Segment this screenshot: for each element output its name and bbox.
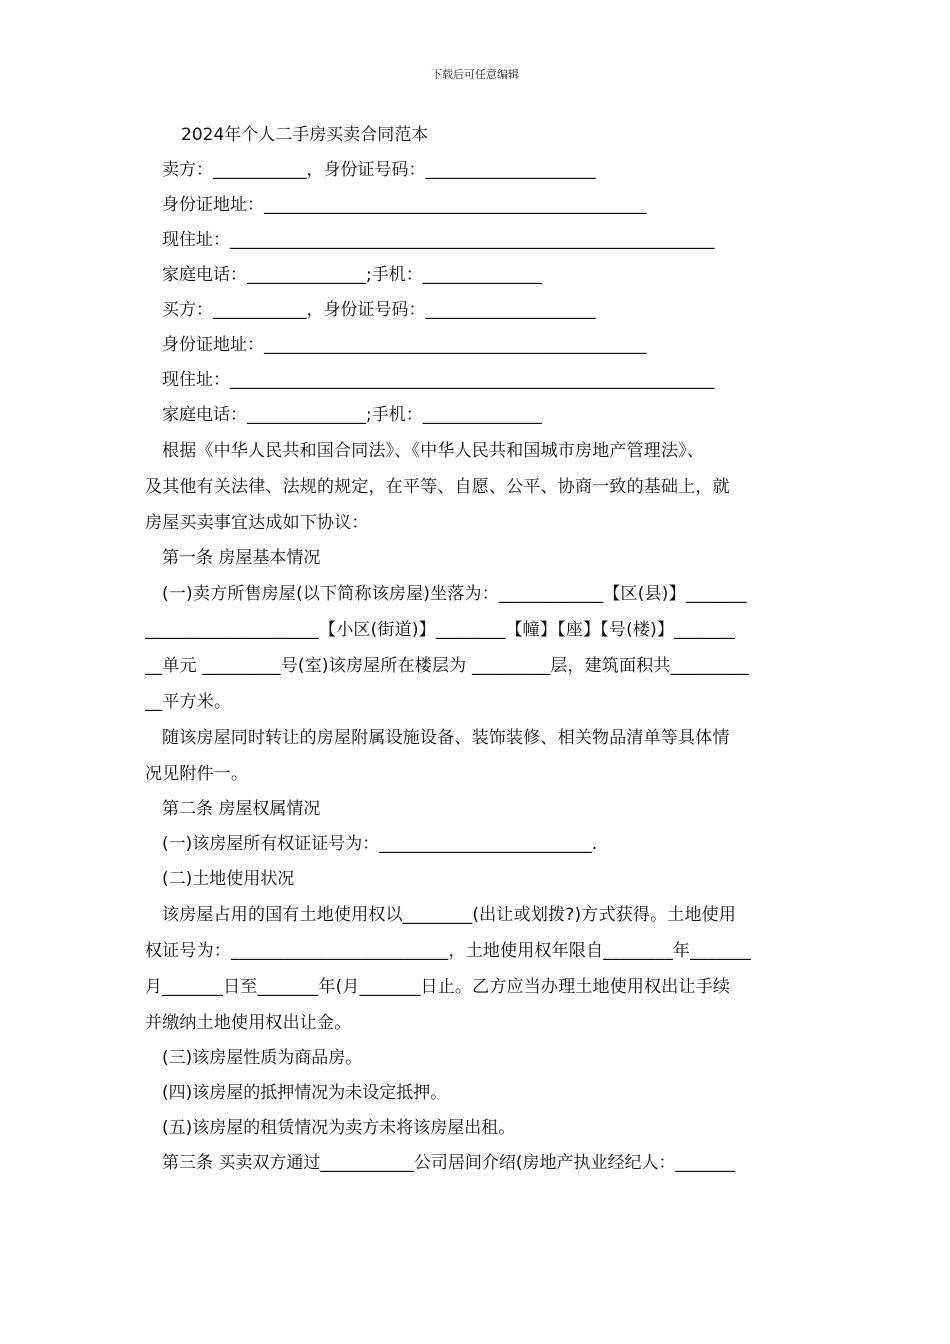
article2-item2: (二)土地使用状况 — [162, 869, 295, 889]
paragraph-line: __平方米。 — [145, 692, 232, 712]
seller-id-address-line: 身份证地址：_____________________________________________ — [162, 195, 647, 215]
paragraph-line: 该房屋占用的国有土地使用权以________(出让或划拨?)方式获得。土地使用 — [162, 905, 737, 925]
document-body — [145, 118, 810, 1181]
paragraph-line: __单元 _________号(室)该房屋所在楼层为 _________层，建筑面积共_________ — [145, 656, 749, 676]
buyer-name-id-line: 买方：___________，身份证号码：____________________ — [162, 300, 596, 320]
article2-heading: 第二条 房屋权属情况 — [162, 799, 321, 819]
preamble-line: 根据《中华人民共和国合同法》、《中华人民共和国城市房地产管理法》、 — [162, 441, 705, 461]
article3-line: 第三条 买卖双方通过___________公司居间介绍(房地产执业经纪人：_______ — [162, 1153, 736, 1173]
seller-info — [145, 153, 810, 293]
preamble-paragraph — [145, 433, 810, 541]
article2-item3: (三)该房屋性质为商品房。 — [162, 1048, 363, 1068]
document-title: 2024年个人二手房买卖合同范本 — [181, 125, 429, 145]
article2-item5: (五)该房屋的租赁情况为卖方未将该房屋出租。 — [162, 1118, 516, 1138]
paragraph-line: 并缴纳土地使用权出让金。 — [145, 1013, 352, 1033]
article2-item4: (四)该房屋的抵押情况为未设定抵押。 — [162, 1083, 448, 1103]
page-header: 下载后可任意编辑 — [431, 68, 519, 81]
buyer-id-address-line: 身份证地址：_____________________________________________ — [162, 335, 647, 355]
preamble-line: 房屋买卖事宜达成如下协议： — [145, 513, 369, 533]
article1-heading: 第一条 房屋基本情况 — [162, 548, 321, 568]
seller-name-id-line: 卖方：___________，身份证号码：____________________ — [162, 160, 596, 180]
paragraph-line: ____________________【小区(街道)】________【幢】【座】【号(楼)】_______ — [145, 620, 736, 640]
land-use-paragraph — [145, 897, 810, 1041]
paragraph-line: 权证号为：_________________________，土地使用权年限自________年_______ — [145, 941, 751, 961]
article2-item1: (一)该房屋所有权证证号为：_________________________. — [162, 834, 598, 854]
buyer-current-address-line: 现住址：_________________________________________________________ — [162, 370, 715, 390]
paragraph-line: (一)卖方所售房屋(以下简称该房屋)坐落为：____________【区(县)】_______ — [162, 584, 747, 604]
paragraph-line: 月_______日至_______年(月_______日止。乙方应当办理土地使用权出让手续 — [145, 977, 731, 997]
preamble-line: 及其他有关法律、法规的规定，在平等、自愿、公平、协商一致的基础上，就 — [145, 477, 730, 497]
article1-location-paragraph — [145, 576, 810, 720]
paragraph-line: 随该房屋同时转让的房屋附属设施设备、装饰装修、相关物品清单等具体情 — [162, 728, 730, 748]
seller-phone-line: 家庭电话：______________;手机：______________ — [162, 265, 542, 285]
buyer-info — [145, 293, 810, 433]
paragraph-line: 况见附件一。 — [145, 764, 249, 784]
article1-attachments-paragraph — [145, 720, 810, 792]
seller-current-address-line: 现住址：_________________________________________________________ — [162, 230, 715, 250]
buyer-phone-line: 家庭电话：______________;手机：______________ — [162, 405, 542, 425]
